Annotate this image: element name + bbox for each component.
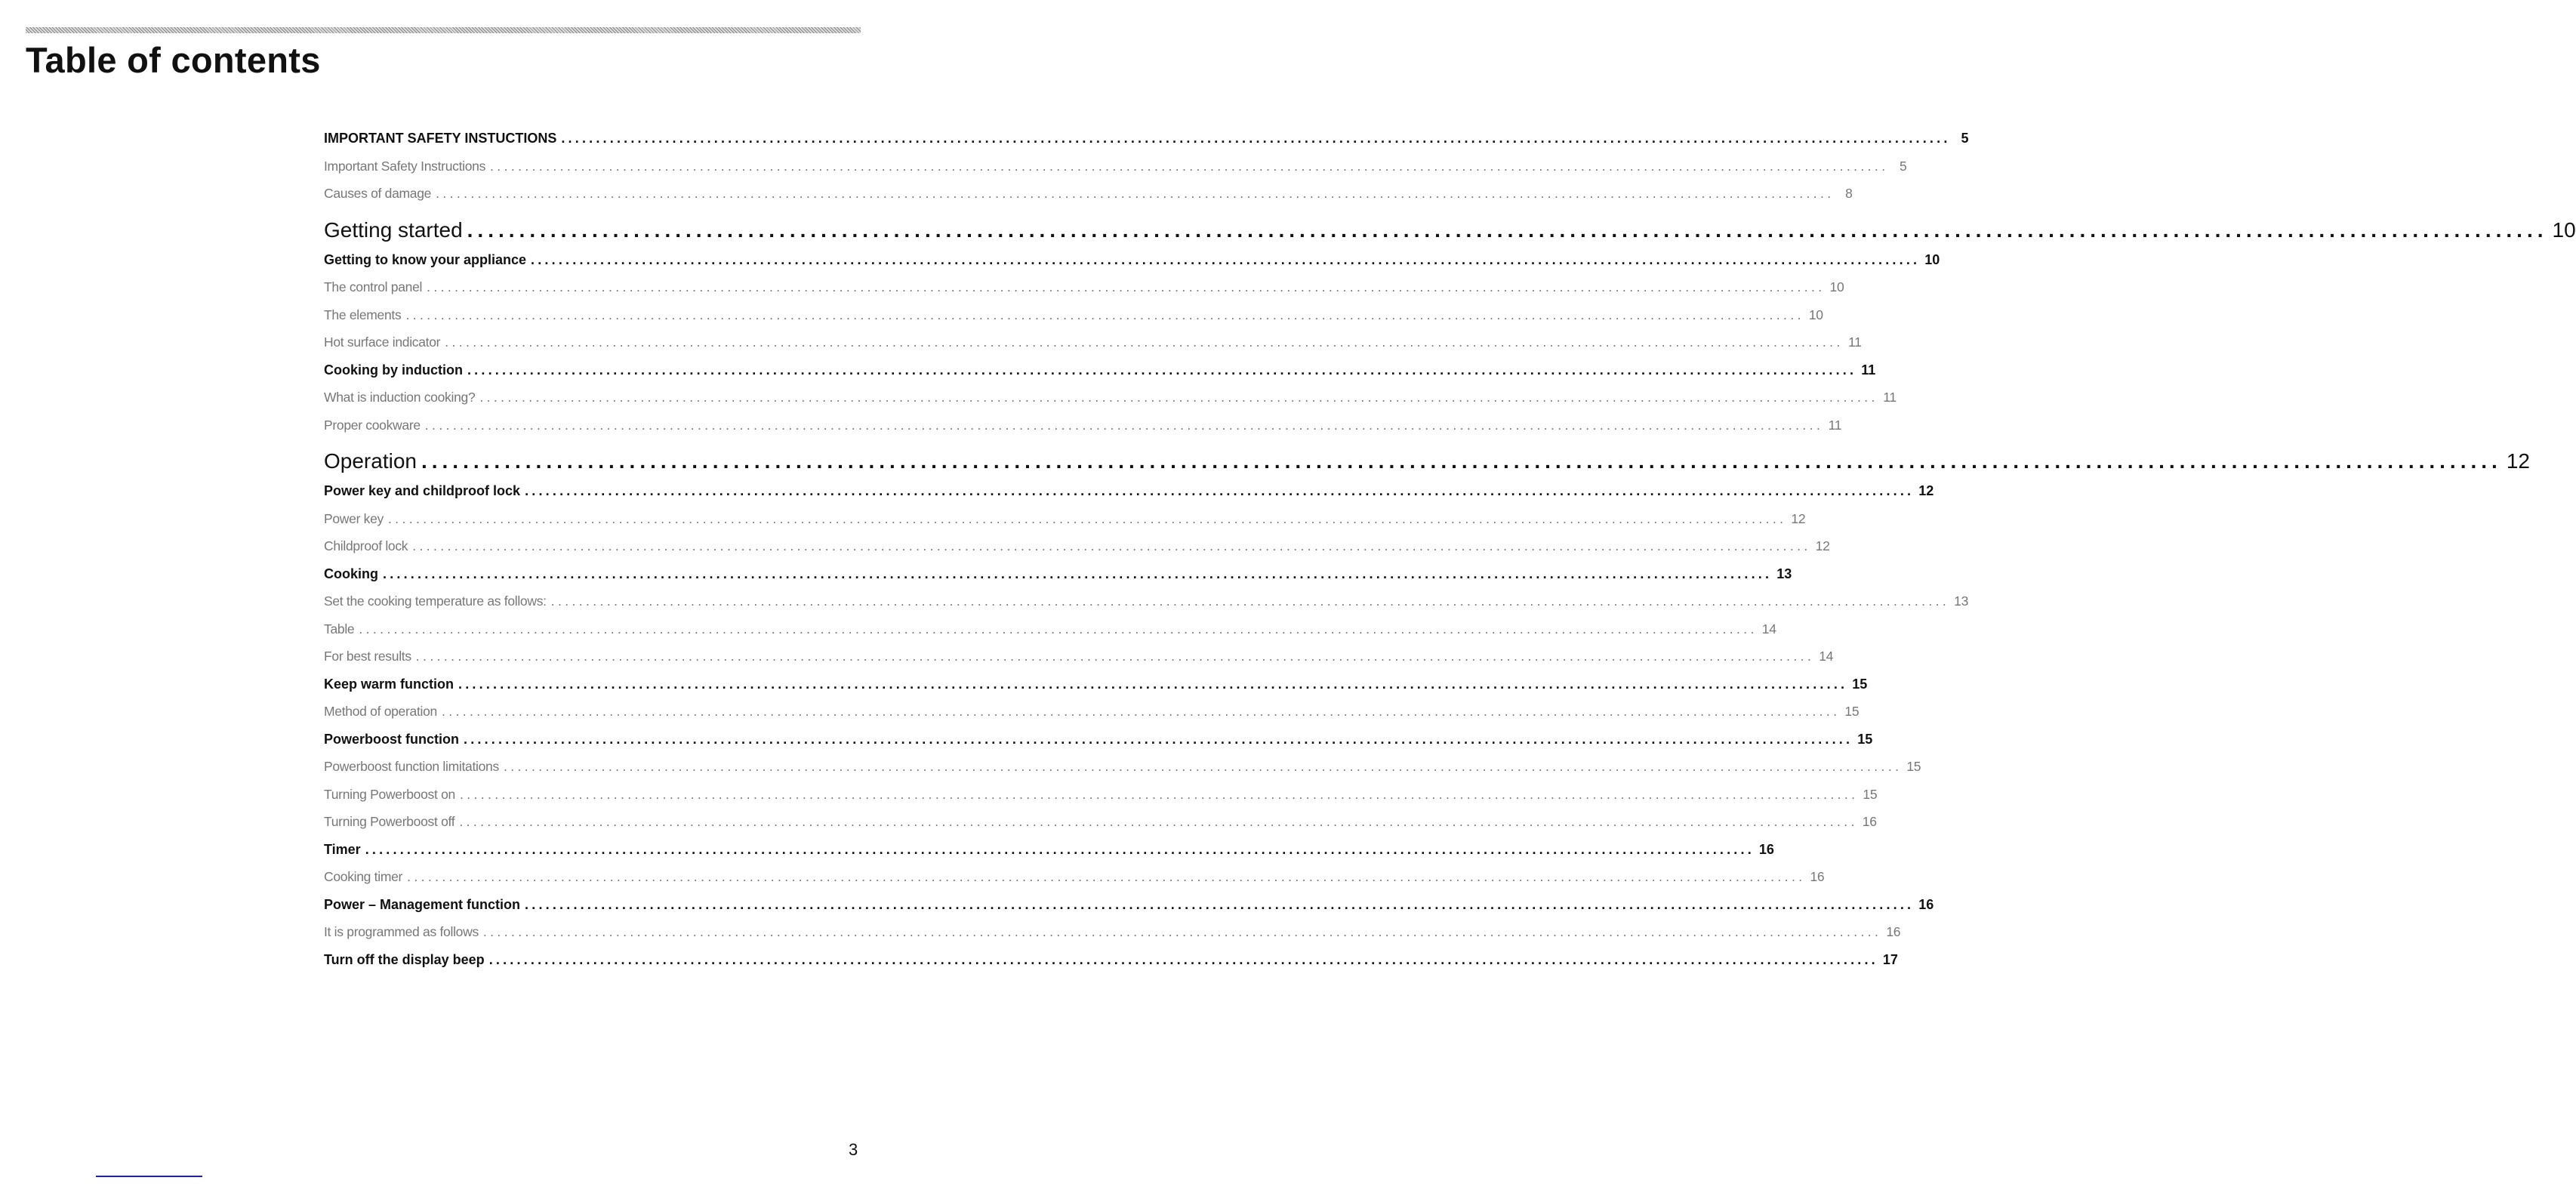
toc-entry-page: 11 (1848, 334, 1862, 350)
toc-entry-label: Keep warm function (324, 676, 454, 692)
toc-entry-label: Proper cookware (324, 417, 421, 433)
toc-chapter[interactable] (324, 445, 2530, 477)
toc-entry-label: Turning Powerboost off (324, 814, 455, 829)
toc-entry-page: 15 (1906, 759, 1921, 774)
toc-entry-label: Cooking (324, 566, 378, 581)
toc-entry-label: Causes of damage (324, 186, 432, 201)
toc-entry-page: 12 (1791, 510, 1806, 526)
dot-leader: ........................................................................................................................................................................................................ (561, 131, 1951, 146)
toc-entry-page: 10 (1924, 251, 1940, 267)
toc-entry-label: Power – Management function (324, 896, 521, 912)
dot-leader: ........................................................................................................................................................................................................ (427, 279, 1826, 294)
toc-entry-label: Hot surface indicator (324, 334, 441, 350)
dot-leader: ........................................................................................................................................................................................................ (415, 649, 1815, 664)
toc-entry-label: Cooking by induction (324, 362, 463, 378)
toc-entry-page: 15 (1857, 731, 1873, 747)
toc-entry-label: Method of operation (324, 704, 437, 719)
dot-leader: ........................................................................................................................................................................................................ (407, 869, 1806, 884)
toc-subsection[interactable] (324, 532, 1830, 560)
toc-entry-label: IMPORTANT SAFETY INSTUCTIONS (324, 131, 557, 146)
toc-entry-page: 10 (1808, 307, 1823, 322)
toc-entry-label: Timer (324, 841, 361, 857)
toc-entry-label: Table (324, 621, 355, 637)
toc-entry-label: Power key (324, 510, 384, 526)
toc-entry-page: 11 (1861, 362, 1876, 378)
toc-entry-page: 16 (1918, 896, 1934, 912)
toc-entry-page: 15 (1863, 786, 1878, 802)
toc-entry-page: 16 (1886, 924, 1901, 939)
toc-section[interactable] (324, 356, 1876, 384)
toc-subsection[interactable] (324, 301, 1823, 329)
toc-section[interactable] (324, 670, 1868, 698)
dot-leader: ........................................................................................................................................................................................................ (441, 704, 1841, 719)
header-rule (26, 27, 861, 33)
toc-entry-label: The elements (324, 307, 402, 322)
toc-section[interactable] (324, 726, 1873, 754)
toc-entry-label: Turning Powerboost on (324, 786, 455, 802)
toc-section[interactable] (324, 125, 1969, 153)
toc-entry-label: The control panel (324, 279, 423, 294)
toc-entry-page: 17 (1882, 951, 1898, 967)
dot-leader: ........................................................................................................................................................................................................ (388, 510, 1787, 526)
toc-entry-label: Cooking timer (324, 869, 403, 884)
dot-leader: ........................................................................................................................................................................................................ (531, 251, 1921, 267)
toc-subsection[interactable] (324, 412, 1842, 439)
toc-entry-page: 13 (1776, 566, 1792, 581)
toc-entry-label: Powerboost function limitations (324, 759, 499, 774)
toc-subsection[interactable] (324, 273, 1844, 301)
toc-subsection[interactable] (324, 180, 1853, 208)
dot-leader: ........................................................................................................................................................................................................ (383, 566, 1773, 581)
dot-leader: ........................................................................................................................................................................................................ (445, 334, 1844, 350)
toc-subsection[interactable] (324, 384, 1897, 412)
toc-entry-page: 5 (1900, 158, 1907, 174)
toc-section[interactable] (324, 836, 1774, 864)
toc-entry-page: 11 (1828, 417, 1842, 433)
toc-entry-page: 14 (1819, 649, 1834, 664)
toc-entry-label: Childproof lock (324, 538, 408, 553)
dot-leader: ........................................................................................................................................................................................................ (550, 593, 1950, 609)
toc-entry-page: 16 (1862, 814, 1877, 829)
toc-subsection[interactable] (324, 587, 1969, 615)
toc-subsection[interactable] (324, 918, 1901, 946)
dot-leader: ........................................................................................................................................................................................................ (488, 951, 1878, 967)
toc-subsection[interactable] (324, 505, 1806, 533)
table-of-contents (324, 125, 2576, 973)
dot-leader: ........................................................................................................................................................................................................ (482, 924, 1882, 939)
toc-entry-page: 10 (2552, 217, 2576, 242)
toc-entry-page: 16 (1758, 841, 1774, 857)
toc-entry-page: 5 (1961, 131, 1969, 146)
dot-leader: ........................................................................................................................................................................................................ (525, 483, 1915, 498)
toc-chapter[interactable] (324, 214, 2576, 246)
toc-subsection[interactable] (324, 615, 1776, 643)
dot-leader: ........................................................................................................................................................................................................ (479, 390, 1878, 405)
toc-subsection[interactable] (324, 698, 1860, 726)
toc-entry-page: 11 (1883, 390, 1897, 405)
toc-entry-page: 12 (2506, 449, 2530, 473)
toc-entry-label: Power key and childproof lock (324, 483, 521, 498)
toc-subsection[interactable] (324, 643, 1834, 670)
toc-entry-label: Getting to know your appliance (324, 251, 527, 267)
dot-leader: ........................................................................................................................................................................................................ (459, 814, 1858, 829)
toc-entry-page: 15 (1852, 676, 1868, 692)
toc-entry-label: Set the cooking temperature as follows: (324, 593, 547, 609)
toc-entry-label: It is programmed as follows (324, 924, 479, 939)
toc-entry-page: 15 (1844, 704, 1860, 719)
dot-leader: ........................................................................................................................................................................................................ (405, 307, 1804, 322)
toc-entry-page: 12 (1815, 538, 1830, 553)
dot-leader: ........................................................................................................................................................................................................ (421, 449, 2502, 473)
toc-section[interactable] (324, 891, 1934, 919)
toc-subsection[interactable] (324, 781, 1878, 809)
toc-entry-label: Getting started (324, 217, 463, 242)
toc-entry-page: 16 (1810, 869, 1825, 884)
toc-entry-page: 8 (1845, 186, 1853, 201)
toc-entry-page: 10 (1829, 279, 1844, 294)
toc-section[interactable] (324, 560, 1792, 588)
dot-leader: ........................................................................................................................................................................................................ (525, 896, 1915, 912)
footer-rule (96, 1176, 202, 1177)
toc-entry-label: Important Safety Instructions (324, 158, 486, 174)
dot-leader: ........................................................................................................................................................................................................ (503, 759, 1903, 774)
dot-leader: ........................................................................................................................................................................................................ (365, 841, 1755, 857)
dot-leader: ........................................................................................................................................................................................................ (412, 538, 1811, 553)
toc-subsection[interactable] (324, 863, 1825, 891)
dot-leader: ........................................................................................................................................................................................................ (490, 158, 1889, 174)
toc-entry-page: 12 (1918, 483, 1934, 498)
toc-entry-page: 13 (1954, 593, 1969, 609)
dot-leader: ........................................................................................................................................................................................................ (458, 676, 1848, 692)
toc-entry-label: What is induction cooking? (324, 390, 476, 405)
toc-subsection[interactable] (324, 328, 1862, 356)
toc-subsection[interactable] (324, 808, 1877, 836)
toc-section[interactable] (324, 946, 1898, 974)
toc-subsection[interactable] (324, 153, 1907, 180)
page-number: 3 (849, 1140, 858, 1159)
toc-section[interactable] (324, 477, 1934, 505)
toc-entry-label: Turn off the display beep (324, 951, 485, 967)
toc-entry-page: 14 (1761, 621, 1776, 637)
dot-leader: ........................................................................................................................................................................................................ (467, 362, 1857, 378)
dot-leader: ........................................................................................................................................................................................................ (424, 417, 1824, 433)
dot-leader: ........................................................................................................................................................................................................ (467, 217, 2548, 242)
dot-leader: ........................................................................................................................................................................................................ (436, 186, 1835, 201)
page-title: Table of contents (26, 40, 321, 80)
toc-entry-label: For best results (324, 649, 411, 664)
toc-entry-label: Operation (324, 449, 417, 473)
toc-entry-label: Powerboost function (324, 731, 459, 747)
dot-leader: ........................................................................................................................................................................................................ (464, 731, 1853, 747)
dot-leader: ........................................................................................................................................................................................................ (460, 786, 1859, 802)
toc-section[interactable] (324, 246, 1940, 274)
dot-leader: ........................................................................................................................................................................................................ (359, 621, 1758, 637)
toc-subsection[interactable] (324, 753, 1921, 781)
